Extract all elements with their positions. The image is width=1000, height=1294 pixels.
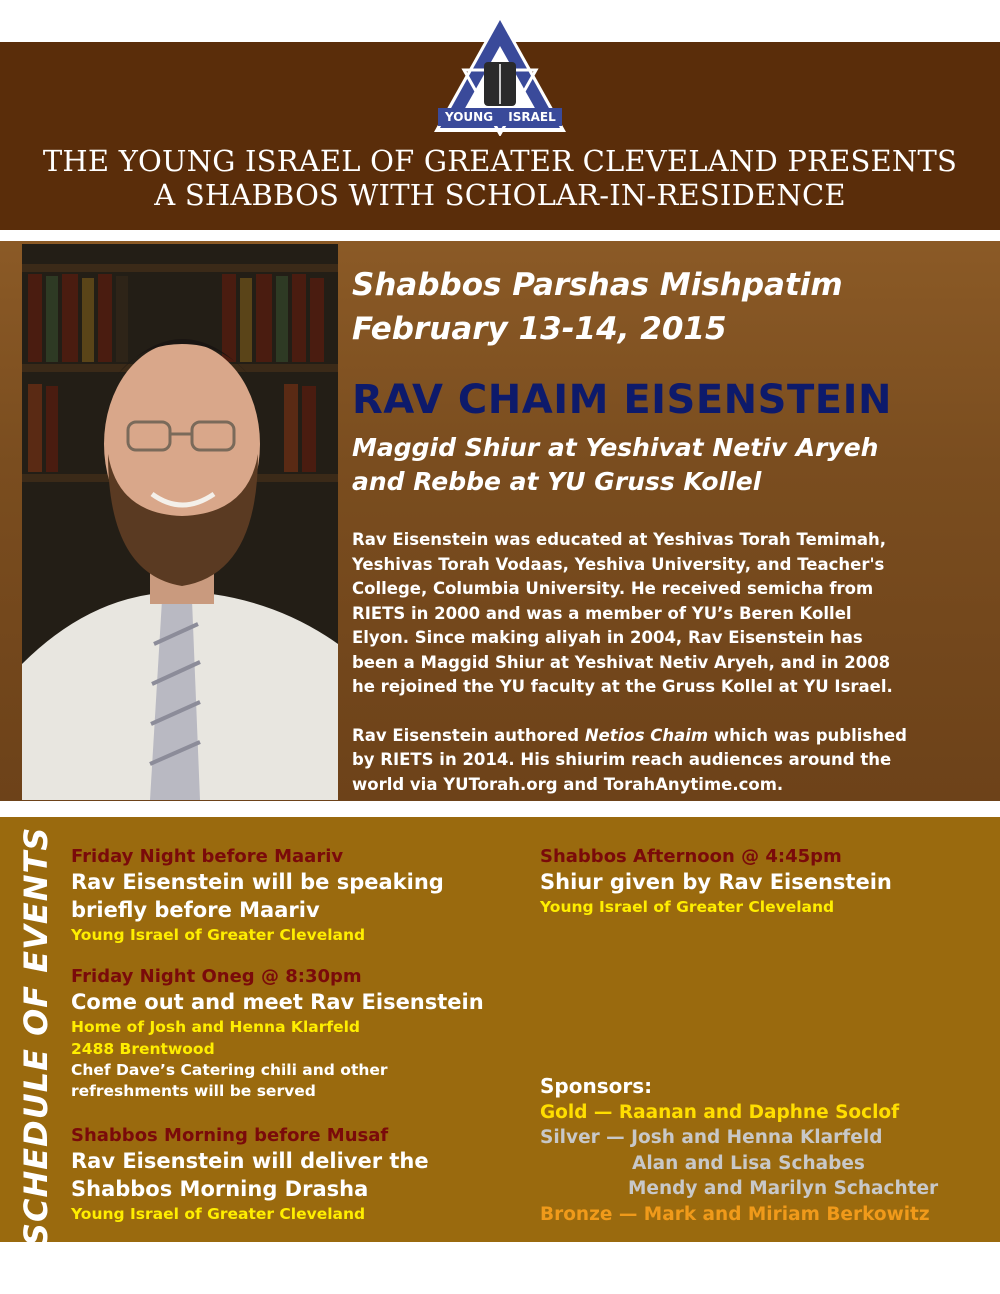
- sponsors-list: [540, 1074, 938, 1227]
- event-time: Shabbos Morning before Musaf: [71, 1125, 389, 1146]
- sponsor-gold: Gold — Raanan and Daphne Soclof: [540, 1101, 900, 1123]
- schedule-heading-text: SCHEDULE OF EVENTS: [17, 826, 55, 1246]
- young-israel-logo: [432, 12, 568, 136]
- event-time: Friday Night before Maariv: [71, 846, 344, 867]
- event-shabbos-afternoon: [540, 846, 892, 918]
- sponsor-silver: Silver — Josh and Henna Klarfeld: [540, 1127, 883, 1148]
- event-note: refreshments will be served: [71, 1082, 316, 1100]
- event-description: briefly before Maariv: [71, 898, 320, 922]
- speaker-title-2: and Rebbe at YU Gruss Kollel: [352, 467, 762, 496]
- event-description: Come out and meet Rav Eisenstein: [71, 990, 484, 1014]
- date-line: February 13-14, 2015: [352, 311, 727, 347]
- logo-text-young: YOUNG: [444, 110, 494, 124]
- sponsor-silver: Mendy and Marilyn Schachter: [628, 1178, 939, 1199]
- presents-line-1: THE YOUNG ISRAEL OF GREATER CLEVELAND PRESENTS: [42, 144, 958, 178]
- bio-line: been a Maggid Shiur at Yeshivat Netiv Aryeh, and in 2008: [352, 652, 891, 672]
- event-time: Shabbos Afternoon @ 4:45pm: [540, 846, 842, 867]
- bio-line: Rav Eisenstein was educated at Yeshivas Torah Temimah,: [352, 530, 886, 549]
- event-description: Rav Eisenstein will deliver the: [71, 1149, 429, 1173]
- bio-line: he rejoined the YU faculty at the Gruss Kollel at YU Israel.: [352, 677, 893, 696]
- bio-line: Elyon. Since making aliyah in 2004, Rav Eisenstein has: [352, 628, 863, 647]
- event-note: Chef Dave’s Catering chili and other: [71, 1061, 388, 1079]
- info-section: [0, 241, 1000, 801]
- speaker-photo: [22, 244, 338, 800]
- bio-line: College, Columbia University. He received semicha from: [352, 579, 874, 598]
- bio-line: [352, 724, 997, 749]
- bio-text: which was published: [708, 725, 907, 745]
- event-address: 2488 Brentwood: [71, 1040, 215, 1058]
- bio-line: RIETS in 2000 and was a member of YU’s Beren Kollel: [352, 603, 852, 623]
- event-friday-maariv: [71, 846, 444, 946]
- sponsor-silver: Alan and Lisa Schabes: [632, 1152, 865, 1174]
- schedule-heading: [14, 826, 58, 1246]
- presents-line-2: A SHABBOS WITH SCHOLAR-IN-RESIDENCE: [154, 178, 846, 212]
- speaker-titles: [352, 431, 878, 499]
- event-location: Young Israel of Greater Cleveland: [71, 1205, 366, 1223]
- event-description: Shiur given by Rav Eisenstein: [540, 870, 892, 894]
- book-title: Netios Chaim: [584, 725, 709, 745]
- bio-line: Yeshivas Torah Vodaas, Yeshiva University, and Teacher's: [352, 554, 885, 574]
- sponsor-bronze: Bronze — Mark and Miriam Berkowitz: [540, 1203, 930, 1225]
- bio-line: by RIETS in 2014. His shiurim reach audiences around the: [352, 750, 892, 769]
- event-location: Home of Josh and Henna Klarfeld: [71, 1018, 361, 1036]
- event-time: Friday Night Oneg @ 8:30pm: [71, 966, 362, 987]
- event-location: Young Israel of Greater Cleveland: [540, 898, 835, 916]
- logo-text-israel: ISRAEL: [508, 110, 556, 124]
- event-description: Shabbos Morning Drasha: [71, 1177, 369, 1201]
- event-date: [352, 263, 843, 351]
- sponsors-heading: Sponsors:: [540, 1074, 653, 1098]
- speaker-name: RAV CHAIM EISENSTEIN: [352, 377, 892, 423]
- event-location: Young Israel of Greater Cleveland: [71, 926, 366, 944]
- parsha-line: Shabbos Parshas Mishpatim: [352, 267, 843, 303]
- speaker-title-1: Maggid Shiur at Yeshivat Netiv Aryeh: [352, 433, 879, 462]
- presents-heading: [0, 144, 1000, 212]
- bio-line: world via YUTorah.org and TorahAnytime.com.: [352, 774, 784, 794]
- event-shabbos-morning: [71, 1125, 429, 1225]
- bio-text: Rav Eisenstein authored: [352, 725, 585, 745]
- speaker-bio: [352, 528, 997, 797]
- event-friday-oneg: [71, 966, 484, 1102]
- event-description: Rav Eisenstein will be speaking: [71, 870, 444, 894]
